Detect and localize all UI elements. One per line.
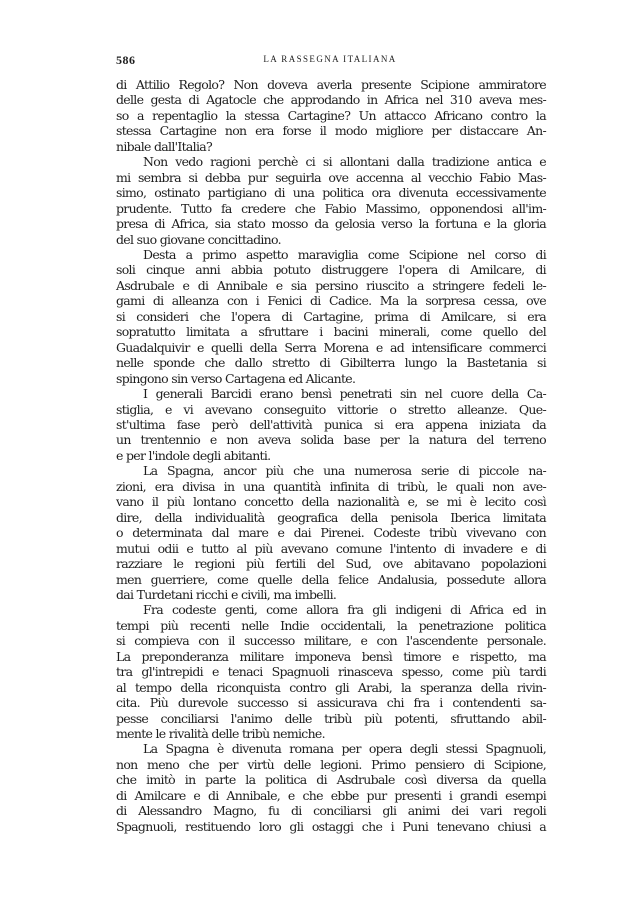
text-line: un trentennio e non aveva solida base per la natura del terreno [116,432,546,448]
text-line: stiglia, e vi avevano conseguito vittorie o stretto alleanze. Que- [116,401,546,417]
text-line: non meno che per virtù delle legioni. Primo pensiero di Scipione, [116,756,546,772]
text-line: La Spagna, ancor più che una numerosa serie di piccole na- [143,463,546,479]
text-line: pesse conciliarsi l'animo delle tribù più potenti, sfruttando abil- [116,710,546,726]
text-line: sopratutto limitata a sfruttare i bacini minerali, come quello del [116,324,546,340]
text-line: spingono sin verso Cartagena ed Alicante. [116,370,356,386]
paragraph [116,154,546,247]
page-header [116,53,544,67]
text-line: dire, della individualità geografica della penisola Iberica limitata [116,509,546,525]
running-title: LA RASSEGNA ITALIANA [263,54,397,64]
text-line: di Amilcare e di Annibale, e che ebbe pur presenti i grandi esempi [116,787,546,803]
paragraph [116,247,546,386]
text-line: Spagnuoli, restituendo loro gli ostaggi che i Puni tenevano chiusi a [116,818,546,834]
text-line: che imitò in parte la politica di Asdrubale così diversa da quella [116,772,546,788]
text-line: tra gl'intrepidi e tenaci Spagnuoli rinasceva spesso, come più tardi [116,664,546,680]
paragraph [116,463,546,602]
text-line: men guerriere, come quelle della felice Andalusia, possedute allora [116,571,546,587]
text-line: delle gesta di Agatocle che approdando in Africa nel 310 aveva mes- [116,92,546,108]
text-line: mutui odii e tutto al più avevano comune l'intento di invadere e di [116,540,546,556]
text-line: presa di Africa, sia stato mosso da gelosia verso la fortuna e la gloria [116,216,546,232]
text-line: del suo giovane concittadino. [116,231,281,247]
text-line: di Alessandro Magno, fu di conciliarsi gli animi dei vari regoli [116,803,546,819]
text-line: Asdrubale e di Annibale e sia persino riuscito a stringere fedeli le- [116,277,546,293]
paragraph [116,77,546,154]
text-line: di Attilio Regolo? Non doveva averla presente Scipione ammiratore [116,77,546,92]
paragraph [116,602,546,741]
text-line: prudente. Tutto fa credere che Fabio Massimo, opponendosi all'im- [116,200,546,216]
body-text [116,77,546,834]
text-line: nelle sponde che dallo stretto di Gibilterra lungo la Bastetania si [116,355,546,371]
text-line: nibale dall'Italia? [116,138,213,154]
text-line: si compieva con il successo militare, e con l'ascendente personale. [116,633,546,649]
text-line: La preponderanza militare imponeva bensì timore e rispetto, ma [116,648,546,664]
text-line: st'ultima fase però dell'attività punica si era appena iniziata da [116,416,546,432]
text-line: mi sembra si debba pur seguirla ove accenna al vecchio Fabio Mas- [116,169,546,185]
paragraph [116,386,546,463]
text-line: Desta a primo aspetto maraviglia come Scipione nel corso di [143,246,546,262]
text-line: razziare le regioni più fertili del Sud, ove abitavano popolazioni [116,556,546,572]
text-line: La Spagna è divenuta romana per opera degli stessi Spagnuoli, [143,741,546,757]
text-line: Non vedo ragioni perchè ci si allontani dalla tradizione antica e [143,154,546,170]
text-line: o determinata dal mare e dai Pirenei. Codeste tribù vivevano con [116,525,546,541]
page-number: 586 [116,53,136,67]
text-line: Fra codeste genti, come allora fra gli indigeni di Africa ed in [143,602,546,618]
text-line: mente le rivalità delle tribù nemiche. [116,726,325,742]
text-line: dai Turdetani ricchi e civili, ma imbelli. [116,586,337,602]
text-line: I generali Barcidi erano bensì penetrati sin nel cuore della Ca- [143,386,546,402]
text-line: soli cinque anni abbia potuto distruggere l'opera di Amilcare, di [116,262,546,278]
text-line: stessa Cartagine non era forse il modo migliore per distaccare An- [116,123,546,139]
text-line: gami di alleanza con i Fenici di Cadice. Ma la sorpresa cessa, ove [116,293,546,309]
text-line: so a repentaglio la stessa Cartagine? Un attacco Africano contro la [116,107,546,123]
text-line: al tempo della riconquista contro gli Arabi, la speranza della rivin- [116,679,546,695]
text-line: cita. Più durevole successo si assicurava chi fra i contendenti sa- [116,695,546,711]
text-line: simo, ostinato partigiano di una politica ora divenuta eccessivamente [116,185,546,201]
paragraph [116,741,546,834]
text-line: si consideri che l'opera di Cartagine, prima di Amilcare, si era [116,308,546,324]
text-line: Guadalquivir e quelli della Serra Morena e ad intensificare commerci [116,339,546,355]
text-line: vano il più lontano concetto della nazionalità e, se mi è lecito così [116,494,546,510]
text-line: e per l'indole degli abitanti. [116,447,271,463]
text-line: zioni, era divisa in una quantità infinita di tribù, le quali non ave- [116,478,546,494]
text-line: tempi più recenti nelle Indie occidentali, la penetrazione politica [116,617,546,633]
